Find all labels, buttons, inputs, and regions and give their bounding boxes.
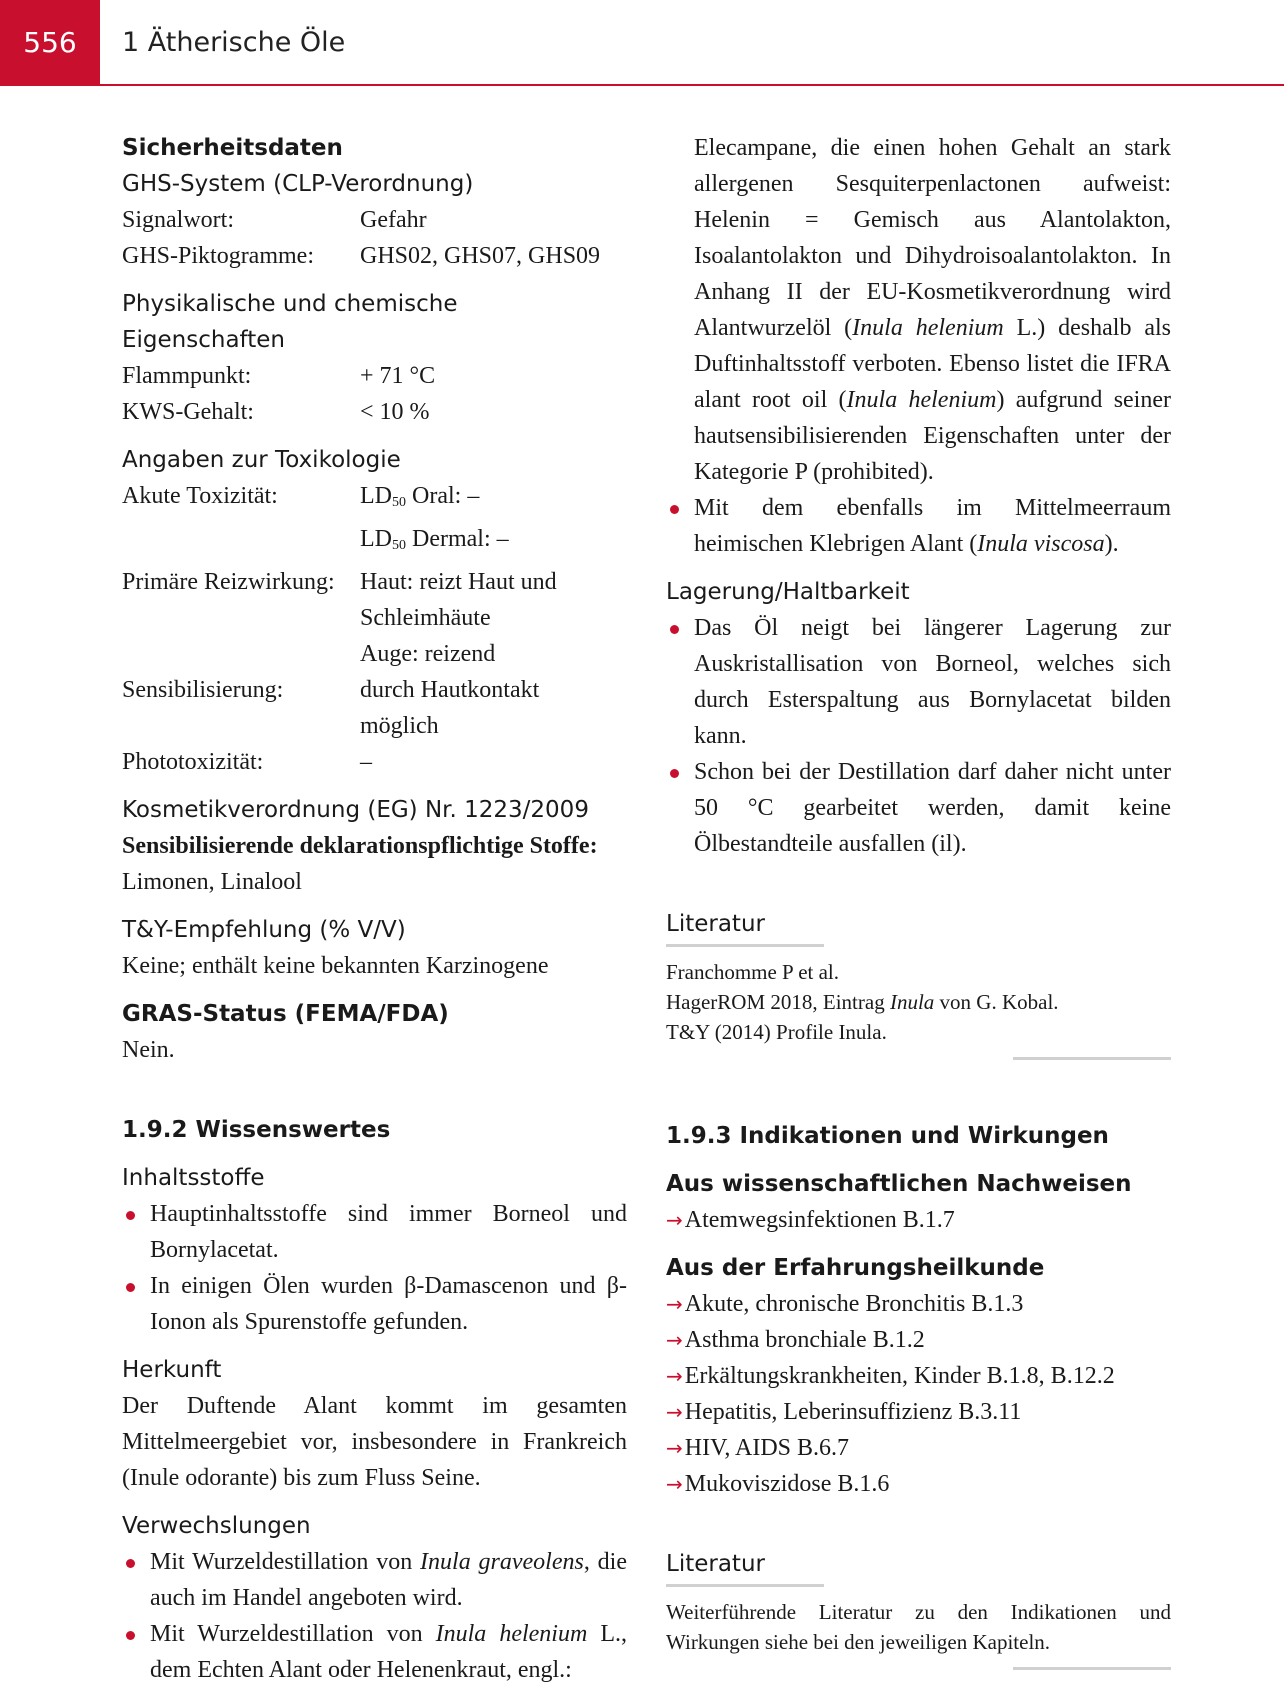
continued-text: Elecampane, die einen hohen Gehalt an stark allergenen Sesquiterpenlactonen aufweist: Helenin = Gemisch aus Alantolakton, Isoalantolakton und Dihydroisoalantolakton. In Anhang II der EU-Kosmetikverordnung wird Alantwurzelöl (Inula helenium L.) deshalb als Duftinhaltsstoff verboten. Ebenso listet die IFRA alant root oil (Inula helenium) aufgrund seiner hautsensibilisierenden Eigenschaften unter der Kategorie P (prohibited). (694, 135, 1171, 485)
bullet-icon (126, 1283, 135, 1292)
tox-heading: Angaben zur Toxikologie (122, 447, 401, 473)
section-193-heading: 1.9.3 Indikationen und Wirkungen (666, 1123, 1109, 1149)
arrow-right-icon: → (666, 1436, 683, 1460)
header-rule (100, 84, 1284, 86)
list-item: →Akute, chronische Bronchitis B.1.3 (666, 1291, 1024, 1317)
kosm-heading: Kosmetikverordnung (EG) Nr. 1223/2009 (122, 797, 589, 823)
ghs-row: GHS-Piktogramme: GHS02, GHS07, GHS09 (122, 243, 601, 269)
ghs-heading: GHS-System (CLP-Verordnung) (122, 171, 474, 197)
arrow-right-icon: → (666, 1472, 683, 1496)
list-item: →Erkältungskrankheiten, Kinder B.1.8, B.12.2 (666, 1363, 1115, 1389)
tox-row: möglich (360, 713, 439, 739)
tox-row: Auge: reizend (360, 641, 496, 667)
verw-list (122, 1544, 627, 1688)
kosm-subheading: Sensibilisierende deklarationspflichtige Stoffe: (122, 833, 598, 859)
arrow-right-icon: → (666, 1208, 683, 1232)
literature-end-rule (1013, 1667, 1171, 1670)
wiss-list (666, 1202, 1171, 1238)
list-item: →HIV, AIDS B.6.7 (666, 1435, 850, 1461)
bullet-icon (670, 769, 679, 778)
bullet-icon (670, 625, 679, 634)
phys-heading: Physikalische und chemische Eigenschaften (122, 291, 458, 353)
wiss-heading: Aus wissenschaftlichen Nachweisen (666, 1171, 1132, 1197)
erf-heading: Aus der Erfahrungsheilkunde (666, 1255, 1045, 1281)
literature-entry: Franchomme P et al. (666, 960, 840, 984)
tox-row: Phototoxizität: – (122, 749, 372, 775)
literature-entry: HagerROM 2018, Eintrag Inula von G. Kobal. (666, 990, 1059, 1014)
left-column (122, 130, 627, 1688)
tox-row: Sensibilisierung: durch Hautkontakt (122, 677, 540, 703)
bullet-icon (126, 1559, 135, 1568)
right-column (666, 130, 1171, 1670)
list-item: Mit Wurzeldestillation von Inula graveolens, die auch im Handel angeboten wird. (122, 1544, 627, 1616)
verw-heading: Verwechslungen (122, 1513, 311, 1539)
chapter-title: 1 Ätherische Öle (122, 27, 346, 58)
inhalt-list (122, 1196, 627, 1340)
gras-heading: GRAS-Status (FEMA/FDA) (122, 1001, 449, 1027)
ty-text: Keine; enthält keine bekannten Karzinogene (122, 953, 549, 979)
arrow-right-icon: → (666, 1400, 683, 1424)
safety-heading: Sicherheitsdaten (122, 135, 343, 161)
ty-heading: T&Y-Empfehlung (% V/V) (122, 917, 406, 943)
tox-row: $LD_{50}$ Dermal: – (360, 526, 509, 553)
list-item: Hauptinhaltsstoffe sind immer Borneol und Bornylacetat. (122, 1196, 627, 1268)
lager-list (666, 610, 1171, 862)
list-item: In einigen Ölen wurden β-Damascenon und β-Ionon als Spurenstoffe gefunden. (122, 1268, 627, 1340)
list-item: →Atemwegsinfektionen B.1.7 (666, 1207, 955, 1233)
inhalt-heading: Inhaltsstoffe (122, 1165, 265, 1191)
tox-row: Akute Toxizität: $LD_{50}$ Oral: – (122, 483, 480, 510)
lager-heading: Lagerung/Haltbarkeit (666, 579, 910, 605)
herkunft-text: Der Duftende Alant kommt im gesamten Mittelmeergebiet vor, insbesondere in Frankreich (Inule odorante) bis zum Fluss Seine. (122, 1393, 627, 1491)
bullet-icon (126, 1211, 135, 1220)
page-header (0, 0, 1284, 86)
arrow-right-icon: → (666, 1364, 683, 1388)
literature-heading: Literatur (666, 1546, 824, 1587)
kosm-text: Limonen, Linalool (122, 869, 302, 895)
section-192-heading: 1.9.2 Wissenswertes (122, 1117, 391, 1143)
tox-row: Primäre Reizwirkung: Haut: reizt Haut und (122, 569, 557, 595)
literature-heading: Literatur (666, 906, 824, 947)
tox-row: Schleimhäute (360, 605, 491, 631)
continued-list (666, 490, 1171, 562)
list-item: Schon bei der Destillation darf daher nicht unter 50 °C gearbeitet werden, damit keine Ölbestandteile ausfallen (il). (666, 754, 1171, 862)
ghs-row: Signalwort: Gefahr (122, 207, 427, 233)
list-item: →Mukoviszidose B.1.6 (666, 1471, 890, 1497)
arrow-right-icon: → (666, 1292, 683, 1316)
list-item: →Hepatitis, Leberinsuffizienz B.3.11 (666, 1399, 1022, 1425)
literature-entry: T&Y (2014) Profile Inula. (666, 1020, 887, 1044)
page-number: 556 (0, 0, 100, 86)
erf-list (666, 1286, 1171, 1502)
list-item: Mit dem ebenfalls im Mittelmeerraum heimischen Klebrigen Alant (Inula viscosa). (666, 490, 1171, 562)
bullet-icon (126, 1631, 135, 1640)
bullet-icon (670, 505, 679, 514)
gras-text: Nein. (122, 1037, 175, 1063)
arrow-right-icon: → (666, 1328, 683, 1352)
list-item: →Asthma bronchiale B.1.2 (666, 1327, 925, 1353)
list-item: Mit Wurzeldestillation von Inula helenium L., dem Echten Alant oder Helenenkraut, engl.: (122, 1616, 627, 1688)
phys-row: KWS-Gehalt: < 10 % (122, 399, 430, 425)
literature-text: Weiterführende Literatur zu den Indikationen und Wirkungen siehe bei den jeweiligen Kapiteln. (666, 1600, 1171, 1654)
herkunft-heading: Herkunft (122, 1357, 222, 1383)
list-item: Das Öl neigt bei längerer Lagerung zur Auskristallisation von Borneol, welches sich durch Esterspaltung aus Bornylacetat bilden kann. (666, 610, 1171, 754)
phys-row: Flammpunkt: + 71 °C (122, 363, 436, 389)
